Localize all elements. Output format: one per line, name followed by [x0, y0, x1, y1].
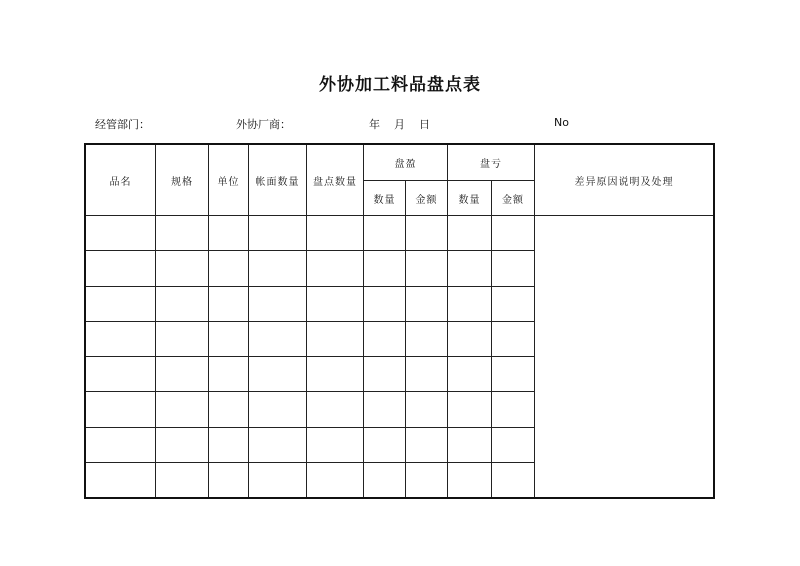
number-label: No — [554, 116, 569, 129]
date-label: 年 月 日 — [369, 118, 430, 131]
header-book-qty: 帐面数量 — [255, 176, 300, 188]
header-surplus-qty: 数量 — [373, 194, 396, 206]
header-shortage-qty: 数量 — [458, 194, 481, 206]
header-remarks: 差异原因说明及处理 — [574, 176, 674, 188]
form-title: 外协加工料品盘点表 — [319, 75, 481, 95]
table-row — [86, 286, 534, 321]
table-row — [86, 321, 534, 356]
header-surplus-amount: 金额 — [415, 194, 438, 206]
header-unit: 单位 — [217, 176, 240, 188]
table-row — [86, 356, 534, 391]
table-row — [86, 462, 534, 497]
header-surplus: 盘盈 — [394, 159, 417, 170]
header-spec: 规格 — [171, 176, 193, 188]
vendor-label: 外协厂商： — [236, 118, 291, 131]
inventory-table — [84, 143, 715, 499]
header-count-qty: 盘点数量 — [313, 176, 357, 188]
table-row — [86, 391, 534, 426]
table-row — [86, 250, 534, 285]
remarks-cell — [535, 215, 713, 497]
subheader-divider — [363, 180, 534, 181]
header-item-name: 品名 — [109, 176, 132, 188]
table-row — [86, 427, 534, 462]
header-shortage: 盘亏 — [480, 159, 502, 170]
table-row — [86, 215, 534, 250]
department-label: 经管部门： — [95, 118, 150, 131]
header-shortage-amount: 金额 — [502, 194, 524, 206]
